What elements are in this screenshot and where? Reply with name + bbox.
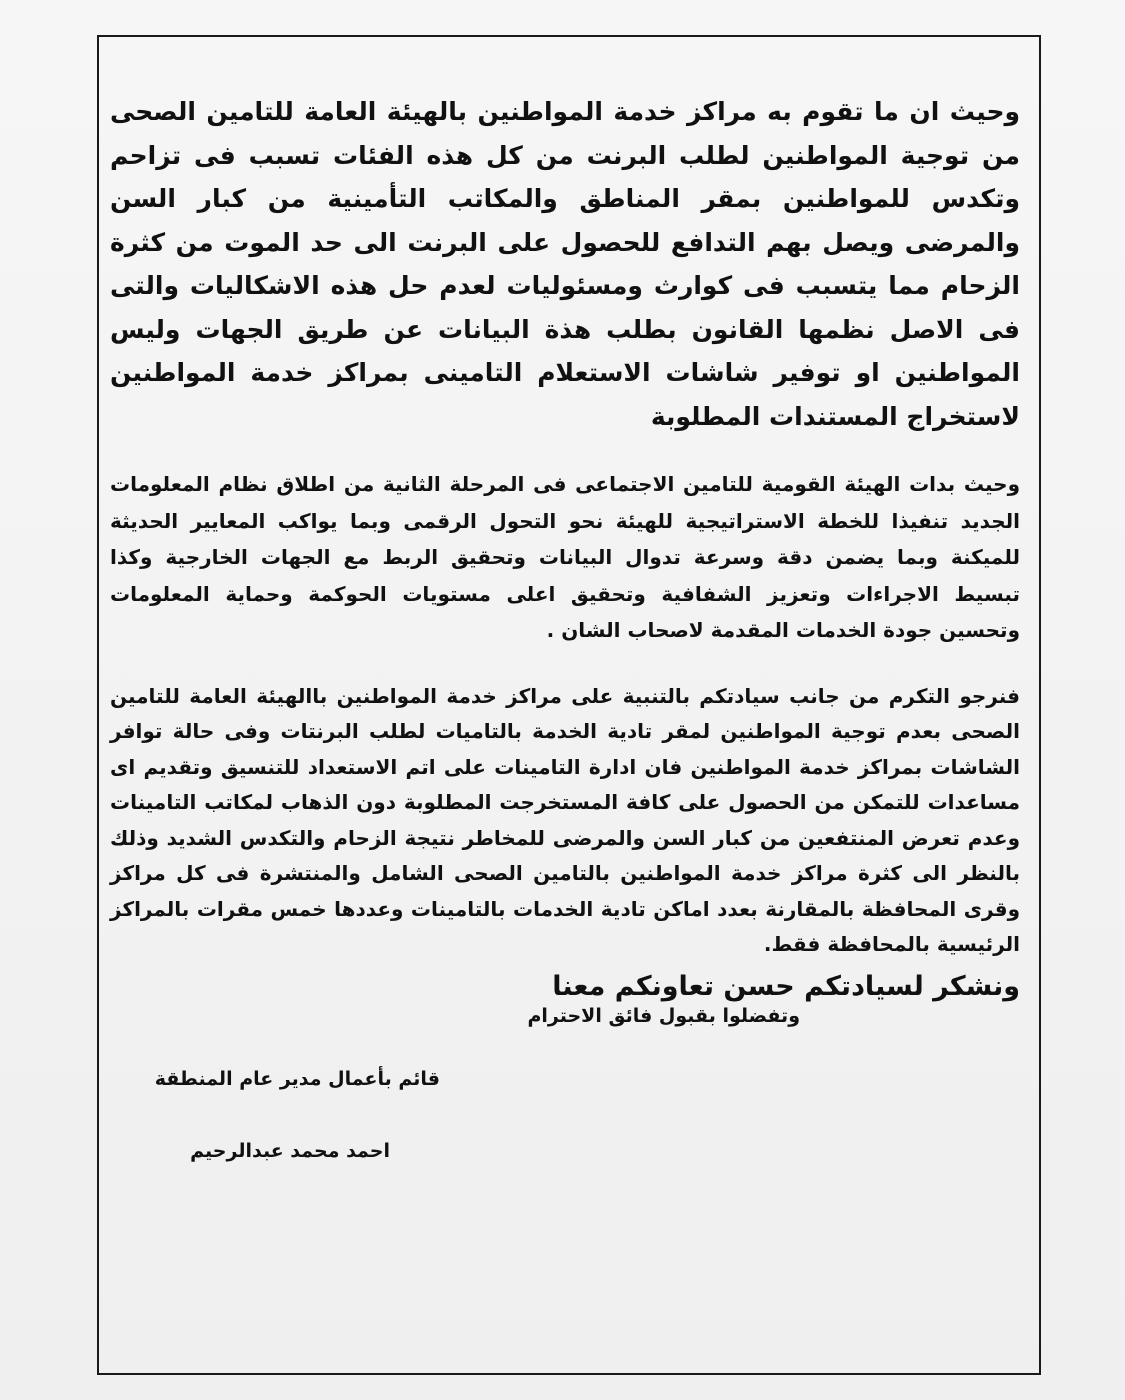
paragraph-1: وحيث ان ما تقوم به مراكز خدمة المواطنين بالهيئة العامة للتامين الصحى من توجية المواطنين لطلب البرنت من كل هذه الفئات تسبب فى تزاحم وتكدس للمواطنين بمقر المناطق والمكاتب التأمينية من كبار السن والمرضى ويصل بهم التدافع للحصول على البرنت الى حد الموت من كثرة الزحام مما يتسبب فى كوارث ومسئوليات لعدم حل هذه الاشكاليات والتى فى الاصل نظمها القانون بطلب هذة البيانات عن طريق الجهات وليس المواطنين او توفير شاشات الاستعلام التامينى بمراكز خدمة المواطنين لاستخراج المستندات المطلوبة: [110, 97, 1020, 431]
paragraph-3: فنرجو التكرم من جانب سيادتكم بالتنبية على مراكز خدمة المواطنين باالهيئة العامة للتامين الصحى بعدم توجية المواطنين لمقر تادية الخدمة بالتاميات لطلب البرنتات وفى حالة توافر الشاشات بمراكز خدمة المواطنين فان ادارة التامينات على اتم الاستعداد للتنسيق وتقديم اى مساعدات للتمكن من الحصول على كافة المستخرجت المطلوبة دون الذهاب لمكاتب التامينات وعدم تعرض المنتفعين من كبار السن والمرضى للمخاطر نتيجة الزحام والتكدس الشديد وذلك بالنظر الى كثرة مراكز خدمة المواطنين بالتامين الصحى الشامل والمنتشرة فى كل مراكز وقرى المحافظة بالمقارنة بعدد اماكن تادية الخدمات بالتامينات وعددها خمس مقرات بالمراكز الرئيسية بالمحافظة فقط.: [110, 683, 1020, 956]
letter-body: [110, 90, 1020, 1007]
paragraph-2: وحيث بدات الهيئة القومية للتامين الاجتماعى فى المرحلة الثانية من اطلاق نظام المعلومات الجديد تنفيذا للخطة الاستراتيجية للهيئة نحو التحول الرقمى وبما يواكب المعايير الحديثة للميكنة وبما يضمن دقة وسرعة تدوال البيانات وتحقيق الربط مع الجهات الخارجية وكذا تبسيط الاجراءات وتعزيز الشفافية وتحقيق اعلى مستويات الحوكمة وحماية المعلومات وتحسين جودة الخدمات المقدمة لاصحاب الشان .: [110, 472, 1020, 642]
signatory-name: احمد محمد عبدالرحيم: [190, 1140, 390, 1162]
closing-line: وتفضلوا بقبول فائق الاحترام: [527, 1005, 800, 1027]
thanks-line: ونشكر لسيادتكم حسن تعاونكم معنا: [552, 970, 1020, 1002]
signatory-title: قائم بأعمال مدير عام المنطقة: [154, 1068, 440, 1090]
